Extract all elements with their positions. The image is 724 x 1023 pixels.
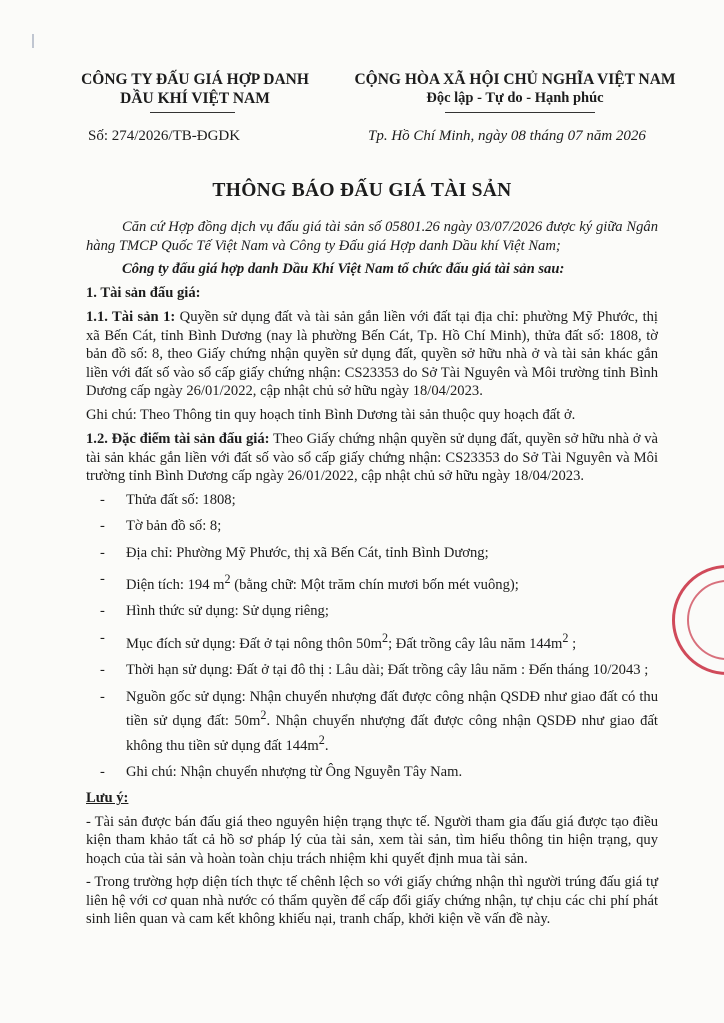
notes-heading: Lưu ý: xyxy=(86,790,129,807)
features-text: Theo Giấy chứng nhận quyền sử dụng đất, quyền sở hữu nhà ở và tài sản khác gắn liền với đất số vào sổ cấp giấy chứng nhận: CS23353 do Sở Tài Nguyên và Môi trường tỉnh Bình Dương cấp ngày 26/01/2022, cập nhật chủ sở hữu ngày 18/04/2023. xyxy=(86,431,658,484)
list-item: - Ghi chú: Nhận chuyển nhượng từ Ông Nguyễn Tây Nam. xyxy=(100,763,463,780)
note-paragraph: - Tài sản được bán đấu giá theo nguyên hiện trạng thực tế. Người tham gia đấu giá được tạo điều kiện tham khảo tất cả hồ sơ pháp lý của tài sản, xem tài sản, tìm hiểu thông tin hiện trạng, quy hoạch của tài sản và hoàn toàn chịu trách nhiệm khi quyết định mua tài sản. xyxy=(86,813,658,867)
document-body xyxy=(86,218,658,934)
company-header xyxy=(60,70,330,108)
list-item: - Thời hạn sử dụng: Đất ở tại đô thị : Lâu dài; Đất trồng cây lâu năm : Đến tháng 10/2043 ; xyxy=(100,662,649,679)
republic-name: CỘNG HÒA XÃ HỘI CHỦ NGHĨA VIỆT NAM xyxy=(354,71,676,88)
list-item: - Địa chỉ: Phường Mỹ Phước, thị xã Bến Cát, tỉnh Bình Dương; xyxy=(100,544,489,561)
company-line2: DẦU KHÍ VIỆT NAM xyxy=(120,90,270,107)
motto-underline xyxy=(445,112,595,113)
organizer-statement: Công ty đấu giá hợp danh Dầu Khí Việt Nam tổ chức đấu giá tài sản sau: xyxy=(122,261,565,277)
list-item: - Tờ bản đồ số: 8; xyxy=(100,518,222,534)
company-underline xyxy=(150,112,235,113)
list-item: - Hình thức sử dụng: Sử dụng riêng; xyxy=(100,603,329,620)
place-date: Tp. Hồ Chí Minh, ngày 08 tháng 07 năm 2026 xyxy=(368,128,646,144)
section1-heading: 1. Tài sản đấu giá: xyxy=(86,284,201,301)
list-item: - Diện tích: 194 $m^2$ (bằng chữ: Một trăm chín mươi bốn mét vuông); xyxy=(100,571,519,593)
national-motto: Độc lập - Tự do - Hạnh phúc xyxy=(426,90,604,106)
national-header xyxy=(330,70,700,108)
note-paragraph: - Trong trường hợp diện tích thực tế chênh lệch so với giấy chứng nhận thì người trúng đấu giá tự liên hệ với cơ quan nhà nước có thẩm quyền để cấp đổi giấy chứng nhận, tự chịu các chi phí phát sinh liên quan và cam kết không khiếu nại, tranh chấp, khởi kiện về vấn đề này. xyxy=(86,874,658,928)
asset1-label: 1.1. Tài sản 1: xyxy=(86,309,176,325)
intro-paragraph: Căn cứ Hợp đồng dịch vụ đấu giá tài sản số 05801.26 ngày 03/07/2026 được ký giữa Ngân hàng TMCP Quốc Tế Việt Nam và Công ty Đấu giá Hợp danh Dầu khí Việt Nam; xyxy=(86,219,658,254)
company-line1: CÔNG TY ĐẤU GIÁ HỢP DANH xyxy=(81,71,309,88)
list-item: - Thửa đất số: 1808; xyxy=(100,491,236,508)
document-number: Số: 274/2026/TB-ĐGDK xyxy=(88,128,241,144)
asset1-paragraph xyxy=(86,308,658,401)
features-paragraph xyxy=(86,430,658,486)
list-item: - Mục đích sử dụng: Đất ở tại nông thôn $50m^2$; Đất trồng cây lâu năm $144m^2$ ; xyxy=(100,629,577,652)
red-seal-stamp xyxy=(672,565,724,675)
scan-mark xyxy=(32,34,34,48)
note1-paragraph: Ghi chú: Theo Thông tin quy hoạch tỉnh Bình Dương tài sản thuộc quy hoạch đất ở. xyxy=(86,406,576,423)
features-label: 1.2. Đặc điểm tài sản đấu giá: xyxy=(86,431,270,447)
list-item: - Nguồn gốc sử dụng: Nhận chuyển nhượng đất được công nhận QSDĐ như giao đất có thu tiền sử dụng đất: $50m^2$. Nhận chuyển nhượng đất được công nhận QSDĐ như giao đất không thu tiền sử dụng đất $144m^2$. xyxy=(100,688,658,754)
document-title: THÔNG BÁO ĐẤU GIÁ TÀI SẢN xyxy=(212,180,512,201)
asset1-text: Quyền sử dụng đất và tài sản gắn liền với đất tại địa chỉ: phường Mỹ Phước, thị xã Bến Cát, tỉnh Bình Dương (nay là phường Bến Cát, Tp. Hồ Chí Minh), thửa đất số: 1808, tờ bản đồ số: 8, theo Giấy chứng nhận quyền sử dụng đất, quyền sở hữu nhà ở và tài sản khác gắn liền với đất số vào sổ cấp giấy chứng nhận: CS23353 do Sở Tài Nguyên và Môi trường tỉnh Bình Dương cấp ngày 26/01/2022, cập nhật chủ sở hữu ngày 18/04/2023. xyxy=(86,309,658,399)
